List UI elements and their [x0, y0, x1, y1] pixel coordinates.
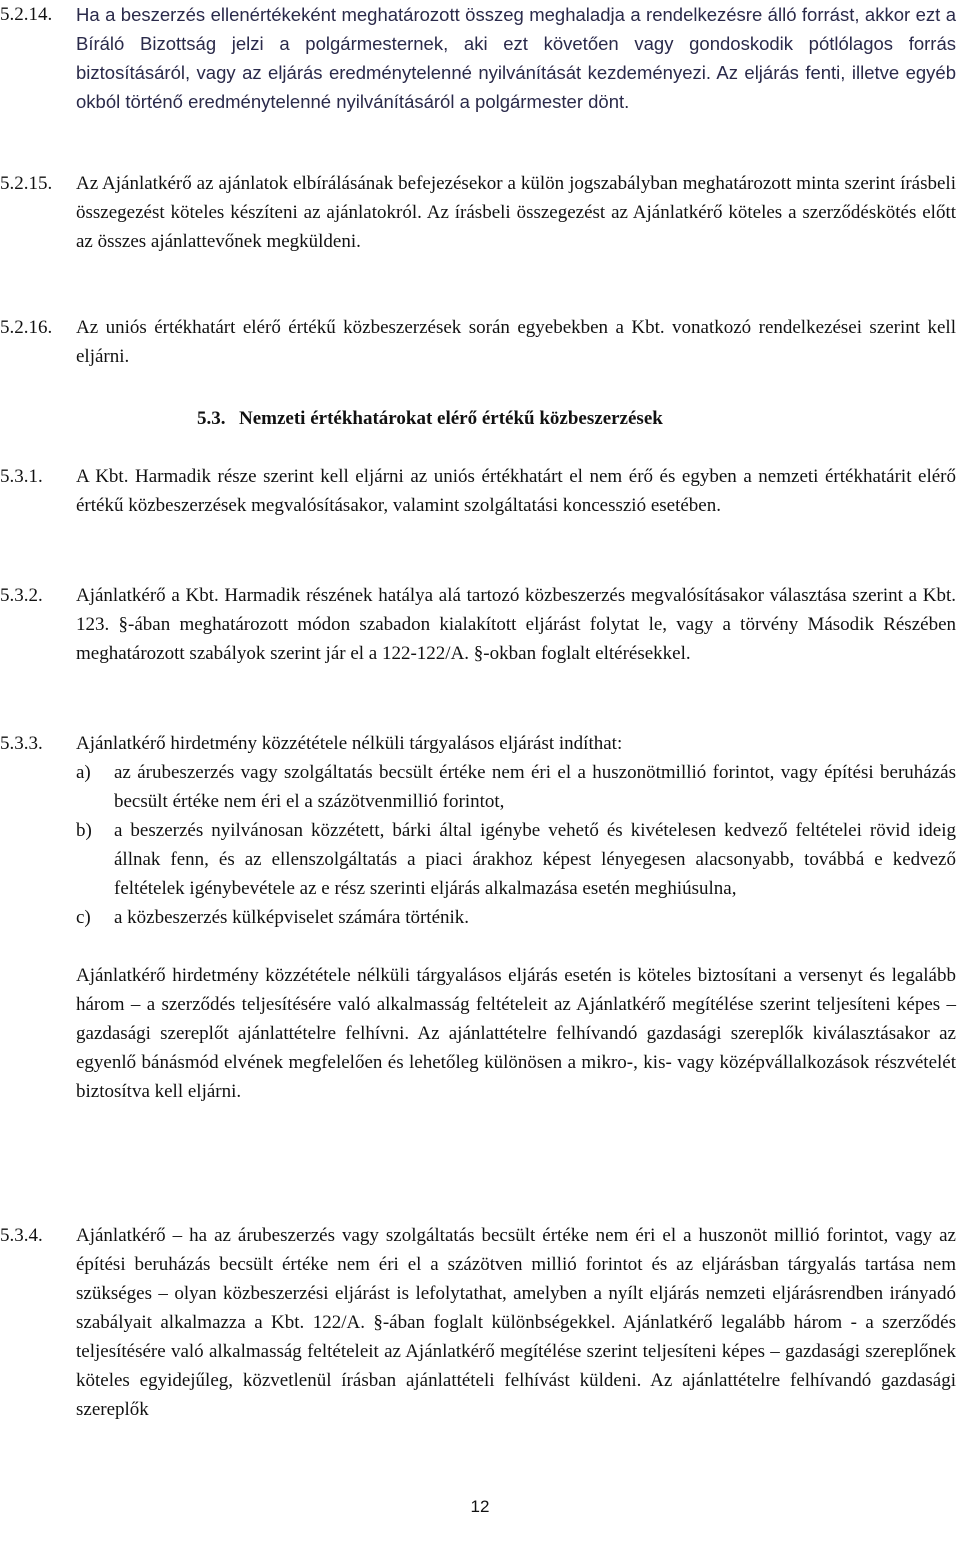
page-number: 12 — [470, 1497, 490, 1516]
section-5-3-2 — [0, 581, 956, 668]
list-text: a közbeszerzés külképviselet számára történik. — [114, 907, 470, 928]
section-number: 5.3.1. — [0, 466, 43, 487]
section-text: Az Ajánlatkérő az ajánlatok elbírálásának befejezésekor a külön jogszabályban meghatározott minta szerint írásbeli összegezést köteles készíteni az ajánlatokról. Az írásbeli összegezést az Ajánlatkérő köteles a szerződéskötés előtt az összes ajánlattevőnek megküldeni. — [76, 173, 956, 252]
section-text: Ha a beszerzés ellenértékeként meghatározott összeg meghaladja a rendelkezésre álló forrást, akkor ezt a Bíráló Bizottság jelzi a polgármesternek, aki ezt követően vagy gondoskodik pótlólagos forrás biztosításáról, vagy az eljárás eredménytelenné nyilvánítását kezdeményezi. Az eljárás fenti, illetve egyéb okból történő eredménytelenné nyilvánításáról a polgármester dönt. — [76, 4, 956, 112]
section-number: 5.3.4. — [0, 1225, 43, 1246]
section-text: Ajánlatkérő – ha az árubeszerzés vagy szolgáltatás becsült értéke nem éri el a huszonöt millió forintot, vagy az építési beruházás becsült értéke nem éri el a százötven millió forintot és az eljárásban tárgyalás tartása nem szükséges – olyan közbeszerzési eljárást is lefolytathat, amelyben a nyílt eljárás nemzeti eljárásrendben irányadó szabályait alkalmazza a Kbt. 122/A. §-ában foglalt különbségekkel. Ajánlatkérő legalább három - a szerződés teljesítésére való alkalmasság feltételeit az Ajánlatkérő megítélése szerint teljesíteni képes – gazdasági szereplőnek köteles egyidejűleg, közvetlenül írásban ajánlattételi felhívást küldeni. Az ajánlattételre felhívandó gazdasági szereplők — [76, 1225, 956, 1420]
section-number: 5.2.15. — [0, 173, 53, 194]
section-5-2-16 — [0, 313, 956, 371]
section-5-2-14 — [0, 0, 956, 116]
section-number: 5.3.3. — [0, 733, 43, 754]
heading-number: 5.3. — [197, 408, 226, 429]
list-text: a beszerzés nyilvánosan közzétett, bárki által igénybe vehető és kivételesen kedvező feltételei rövid ideig állnak fenn, és az ellenszolgáltatás a piaci árakhoz képest lényegesen alacsonyabb, továbbá e kedvező feltételek igénybevétele az e rész szerinti eljárás alkalmazása esetén meghiúsulna, — [114, 820, 956, 899]
section-number: 5.2.16. — [0, 317, 53, 338]
section-5-3-1 — [0, 462, 956, 520]
section-text: Az uniós értékhatárt elérő értékű közbeszerzések során egyebekben a Kbt. vonatkozó rendelkezései szerint kell eljárni. — [76, 317, 956, 367]
section-number: 5.3.2. — [0, 585, 43, 606]
section-followup: Ajánlatkérő hirdetmény közzététele nélküli tárgyalásos eljárás esetén is köteles biztosítani a versenyt és legalább három – a szerződés teljesítésére való alkalmasság feltételeit az Ajánlatkérő megítélése szerint teljesíteni képes – gazdasági szereplőt ajánlattételre felhívni. Az ajánlattételre felhívandó gazdasági szereplők kiválasztásakor az egyenlő bánásmód elvének megfelelően és lehetőleg különösen a mikro-, kis- vagy középvállalkozások részvételét biztosítva kell eljárni. — [76, 965, 956, 1102]
list-item-b — [76, 816, 956, 903]
list-item-c — [76, 903, 956, 932]
heading-title: Nemzeti értékhatárokat elérő értékű közbeszerzések — [239, 408, 663, 429]
list-item-a — [76, 758, 956, 816]
section-5-3-4 — [0, 1221, 956, 1424]
section-number: 5.2.14. — [0, 4, 53, 25]
list-label: a) — [76, 762, 91, 783]
section-5-3-3 — [0, 729, 956, 1106]
section-body — [76, 729, 956, 1106]
list-text: az árubeszerzés vagy szolgáltatás becsült értéke nem éri el a huszonötmillió forintot, vagy építési beruházás becsült értéke nem éri el a százötvenmillió forintot, — [114, 762, 956, 812]
section-intro: Ajánlatkérő hirdetmény közzététele nélküli tárgyalásos eljárást indíthat: — [76, 733, 623, 754]
section-5-2-15 — [0, 169, 956, 256]
section-text: Ajánlatkérő a Kbt. Harmadik részének hatálya alá tartozó közbeszerzés megvalósításakor választása szerint a Kbt. 123. §-ában meghatározott módon szabadon kialakított eljárást folytat le, vagy a törvény Második Részében meghatározott szabályok szerint jár el a 122-122/A. §-okban foglalt eltérésekkel. — [76, 585, 956, 664]
section-text: A Kbt. Harmadik része szerint kell eljárni az uniós értékhatárt el nem érő és egyben a nemzeti értékhatárit elérő értékű közbeszerzések megvalósításakor, valamint szolgáltatási koncesszió esetében. — [76, 466, 956, 516]
list-label: c) — [76, 907, 91, 928]
list-label: b) — [76, 820, 92, 841]
